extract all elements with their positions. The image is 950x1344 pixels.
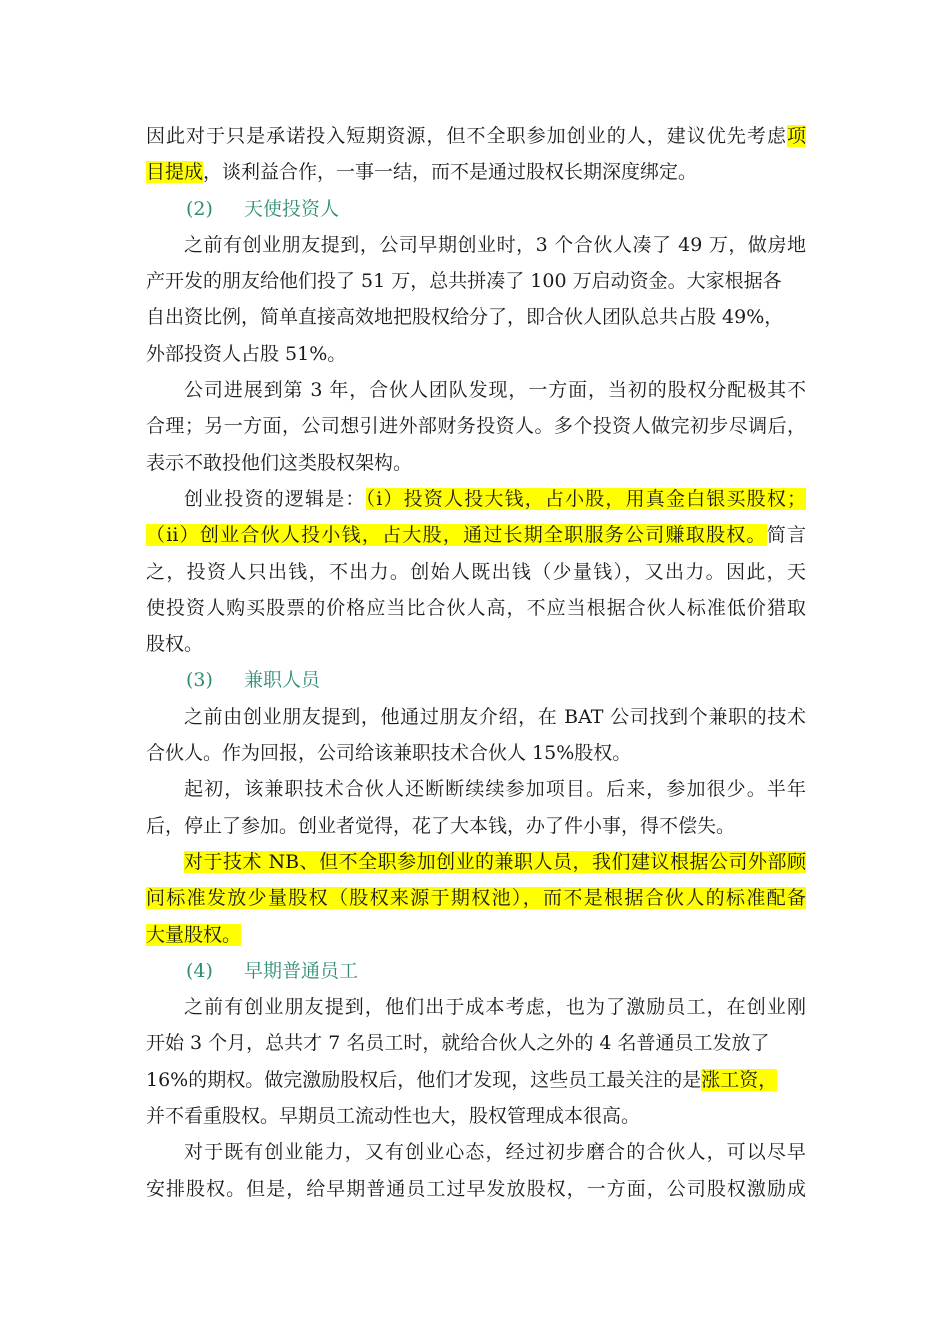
highlighted-text: （i）投资人投大钱，占小股，用真金白银买股权；: [365, 487, 806, 510]
paragraph-line: [146, 227, 806, 263]
paragraph-line: [146, 517, 806, 553]
paragraph-line: [146, 844, 806, 880]
paragraph-line: [146, 154, 806, 190]
body-text: 股权。: [146, 633, 204, 656]
section-title: 天使投资人: [244, 197, 340, 220]
paragraph-line: [146, 1098, 806, 1134]
body-text: 表示不敢投他们这类股权架构。: [146, 451, 413, 474]
highlighted-text: 项: [786, 125, 806, 147]
paragraph-line: [146, 481, 806, 517]
body-text: 合理；另一方面，公司想引进外部财务投资人。多个投资人做完初步尽调后，: [146, 415, 806, 438]
section-number: (3): [186, 669, 213, 692]
section-title: 兼职人员: [244, 669, 321, 692]
body-text: 安排股权。但是，给早期普通员工过早发放股权，一方面，公司股权激励成: [146, 1177, 806, 1200]
paragraph-line: [146, 336, 806, 372]
body-text: 之前有创业朋友提到，他们出于成本考虑，也为了激励员工，在创业刚: [184, 996, 806, 1019]
paragraph-line: [146, 771, 806, 807]
body-text: ，谈利益合作，一事一结，而不是通过股权长期深度绑定。: [203, 161, 698, 184]
body-text: 简言: [766, 524, 806, 547]
highlighted-text: 大量股权。: [146, 923, 242, 946]
paragraph-line: [146, 263, 806, 299]
highlighted-text: 涨工资，: [701, 1068, 778, 1091]
paragraph-line: [146, 118, 806, 154]
highlighted-text: 对于技术 NB、但不全职参加创业的兼职人员，我们建议根据公司外部顾: [184, 850, 806, 873]
paragraph-line: [146, 1171, 806, 1207]
paragraph-line: [146, 590, 806, 626]
paragraph-line: [146, 1134, 806, 1170]
paragraph-line: [146, 735, 806, 771]
body-text: 16%的期权。做完激励股权后，他们才发现，这些员工最关注的是: [146, 1068, 702, 1091]
document-body: [146, 118, 806, 1207]
body-text: 对于既有创业能力，又有创业心态，经过初步磨合的合伙人，可以尽早: [184, 1141, 806, 1164]
body-text: 起初，该兼职技术合伙人还断断续续参加项目。后来，参加很少。半年: [184, 778, 806, 801]
body-text: 自出资比例，简单直接高效地把股权给分了，即合伙人团队总共占股 49%，: [146, 306, 784, 329]
highlighted-text: （ii）创业合伙人投小钱，占大股，通过长期全职服务公司赚取股权。: [146, 524, 767, 547]
body-text: 之，投资人只出钱，不出力。创始人既出钱（少量钱），又出力。因此，天: [146, 560, 806, 583]
section-heading: [146, 953, 806, 989]
body-text: 后，停止了参加。创业者觉得，花了大本钱，办了件小事，得不偿失。: [146, 814, 736, 837]
body-text: 开始 3 个月，总共才 7 名员工时，就给合伙人之外的 4 名普通员工发放了: [146, 1032, 770, 1055]
paragraph-line: [146, 808, 806, 844]
body-text: 合伙人。作为回报，公司给该兼职技术合伙人 15%股权。: [146, 742, 632, 765]
body-text: 之前由创业朋友提到，他通过朋友介绍，在 BAT 公司找到个兼职的技术: [184, 705, 806, 728]
section-heading: [146, 662, 806, 698]
paragraph-line: [146, 445, 806, 481]
body-text: 外部投资人占股 51%。: [146, 342, 347, 365]
paragraph-line: [146, 299, 806, 335]
paragraph-line: [146, 989, 806, 1025]
body-text: 创业投资的逻辑是：: [184, 487, 366, 510]
body-text: 并不看重股权。早期员工流动性也大，股权管理成本很高。: [146, 1105, 641, 1128]
paragraph-line: [146, 1062, 806, 1098]
body-text: 之前有创业朋友提到，公司早期创业时，3 个合伙人凑了 49 万，做房地: [184, 233, 806, 256]
paragraph-line: [146, 917, 806, 953]
paragraph-line: [146, 1025, 806, 1061]
highlighted-text: 问标准发放少量股权（股权来源于期权池），而不是根据合伙人的标准配备: [146, 887, 806, 910]
body-text: 使投资人购买股票的价格应当比合伙人高，不应当根据合伙人标准低价猎取: [146, 596, 806, 619]
paragraph-line: [146, 372, 806, 408]
body-text: 产开发的朋友给他们投了 51 万，总共拼凑了 100 万启动资金。大家根据各: [146, 270, 782, 293]
section-title: 早期普通员工: [244, 959, 359, 982]
section-number: (4): [186, 959, 213, 982]
paragraph-line: [146, 699, 806, 735]
paragraph-line: [146, 626, 806, 662]
body-text: 公司进展到第 3 年，合伙人团队发现，一方面，当初的股权分配极其不: [184, 379, 806, 402]
paragraph-line: [146, 408, 806, 444]
section-number: (2): [186, 197, 213, 220]
highlighted-text: 目提成: [146, 161, 204, 184]
paragraph-line: [146, 880, 806, 916]
section-heading: [146, 191, 806, 227]
body-text: 因此对于只是承诺投入短期资源，但不全职参加创业的人，建议优先考虑: [146, 125, 787, 147]
paragraph-line: [146, 554, 806, 590]
